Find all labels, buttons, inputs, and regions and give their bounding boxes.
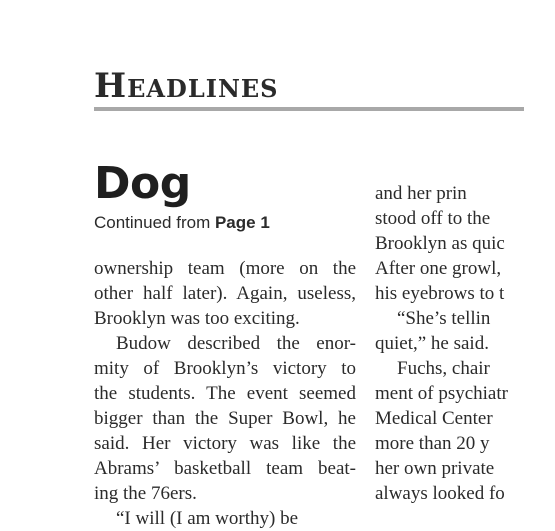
text-line: ing the 76ers. <box>94 483 197 504</box>
text-line: Brooklyn was too exciting. <box>94 308 300 329</box>
text-line: ownership team (more on the <box>94 258 356 279</box>
text-line: the students. The event seemed <box>94 383 356 404</box>
continued-page-link[interactable]: Page 1 <box>214 213 270 232</box>
text-line: mity of Brooklyn’s victory to <box>94 358 356 379</box>
article-column-right <box>375 181 555 506</box>
continued-line <box>94 212 356 234</box>
text-line: “She’s tellin <box>397 308 491 329</box>
text-line: Medical Center <box>375 408 493 429</box>
text-line: Abrams’ basketball team beat- <box>94 458 356 479</box>
text-line: stood off to the <box>375 208 491 229</box>
text-line: his eyebrows to t <box>375 283 505 304</box>
section-header: Headlines <box>94 66 279 106</box>
text-line: ment of psychiatr <box>375 383 508 404</box>
article-body-right <box>375 181 555 506</box>
article-body-left <box>94 256 356 531</box>
text-line: her own private <box>375 458 495 479</box>
text-line: “I will (I am worthy) be <box>116 508 299 529</box>
text-line: other half later). Again, useless, <box>94 283 356 304</box>
text-line: always looked fo <box>375 483 505 504</box>
text-line: Fuchs, chair <box>397 358 490 379</box>
story-title: Dog <box>94 158 191 209</box>
text-line: bigger than the Super Bowl, he <box>94 408 356 429</box>
text-line: said. Her victory was like the <box>94 433 356 454</box>
text-line: more than 20 y <box>375 433 490 454</box>
article-column-left <box>94 158 356 531</box>
text-line: and her prin <box>375 183 467 204</box>
text-line: quiet,” he said. <box>375 333 489 354</box>
continued-prefix: Continued from <box>94 213 211 232</box>
header-rule <box>94 107 524 111</box>
text-line: Brooklyn as quic <box>375 233 505 254</box>
text-line: Budow described the enor- <box>116 333 356 354</box>
text-line: After one growl, <box>375 258 502 279</box>
